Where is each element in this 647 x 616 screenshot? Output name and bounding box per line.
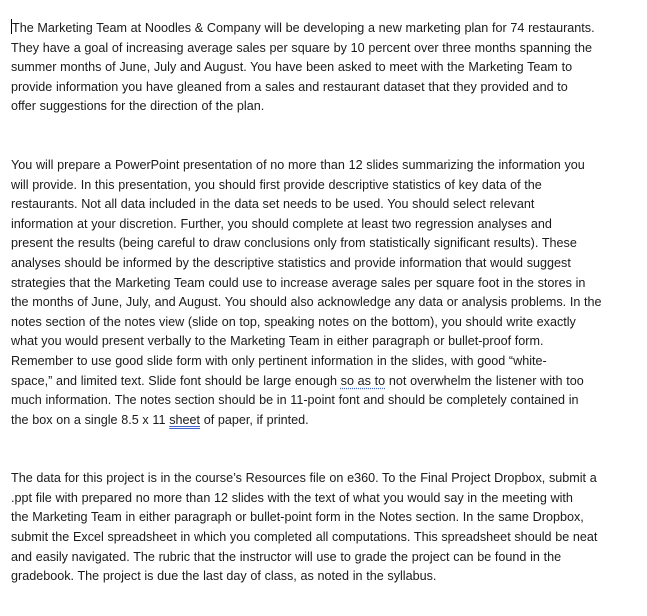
text-line: present the results (being careful to draw conclusions only from statistically significant results). These [11, 236, 577, 251]
paragraph-1 [11, 19, 639, 117]
text-line: They have a goal of increasing average sales per square by 10 percent over three months spanning the [11, 40, 592, 55]
text-line: submit the Excel spreadsheet in which you completed all computations. This spreadsheet should be neat [11, 530, 598, 545]
text-line: strategies that the Marketing Team could use to increase average sales per square foot in the stores in [11, 275, 586, 290]
grammar-flag[interactable]: so as to [340, 373, 386, 388]
text-line: restaurants. Not all data included in the data set needs to be used. You should select relevant [11, 197, 535, 212]
paragraph-3 [11, 469, 639, 587]
text-line: summer months of June, July and August. You have been asked to meet with the Marketing Team to [11, 60, 573, 75]
text-line: You will prepare a PowerPoint presentation of no more than 12 slides summarizing the information you [11, 157, 585, 172]
text-line: what you would present verbally to the Marketing Team in either paragraph or bullet-proof form. [11, 334, 544, 349]
document-body[interactable] [11, 19, 639, 587]
text-line: the months of June, July, and August. You should also acknowledge any data or analysis problems. In the [11, 295, 602, 310]
text-line: and easily navigated. The rubric that the instructor will use to grade the project can be found in the [11, 549, 562, 564]
text-line: The Marketing Team at Noodles & Company will be developing a new marketing plan for 74 restaurants. [12, 21, 595, 35]
text-line: offer suggestions for the direction of the plan. [11, 99, 265, 114]
text-line: will provide. In this presentation, you should first provide descriptive statistics of key data of the [11, 177, 542, 192]
text-line: Remember to use good slide form with only pertinent information in the slides, with good “white- [11, 353, 547, 368]
text-line: The data for this project is in the course’s Resources file on e360. To the Final Project Dropbox, submit a [11, 471, 597, 486]
text-line: much information. The notes section should be in 11-point font and should be completely contained in [11, 393, 579, 408]
paragraph-2 [11, 156, 639, 430]
text-line: .ppt file with prepared no more than 12 slides with the text of what you would say in the meeting with [11, 490, 573, 505]
text-line: the box on a single 8.5 x 11 sheet of paper, if printed. [11, 412, 309, 427]
text-line: the Marketing Team in either paragraph or bullet-point form in the Notes section. In the same Dropbox, [11, 510, 584, 525]
text-line: notes section of the notes view (slide on top, speaking notes on the bottom), you should write exactly [11, 314, 576, 329]
text-line: analyses should be informed by the descriptive statistics and provide information that would suggest [11, 255, 571, 270]
text-line: space,” and limited text. Slide font should be large enough so as to not overwhelm the listener with too [11, 373, 584, 388]
text-line: information at your discretion. Further, you should complete at least two regression analyses and [11, 216, 552, 231]
grammar-flag[interactable]: sheet [169, 412, 201, 427]
text-line: provide information you have gleaned from a sales and restaurant dataset that they provided and to [11, 79, 568, 94]
text-line: gradebook. The project is due the last day of class, as noted in the syllabus. [11, 569, 437, 584]
